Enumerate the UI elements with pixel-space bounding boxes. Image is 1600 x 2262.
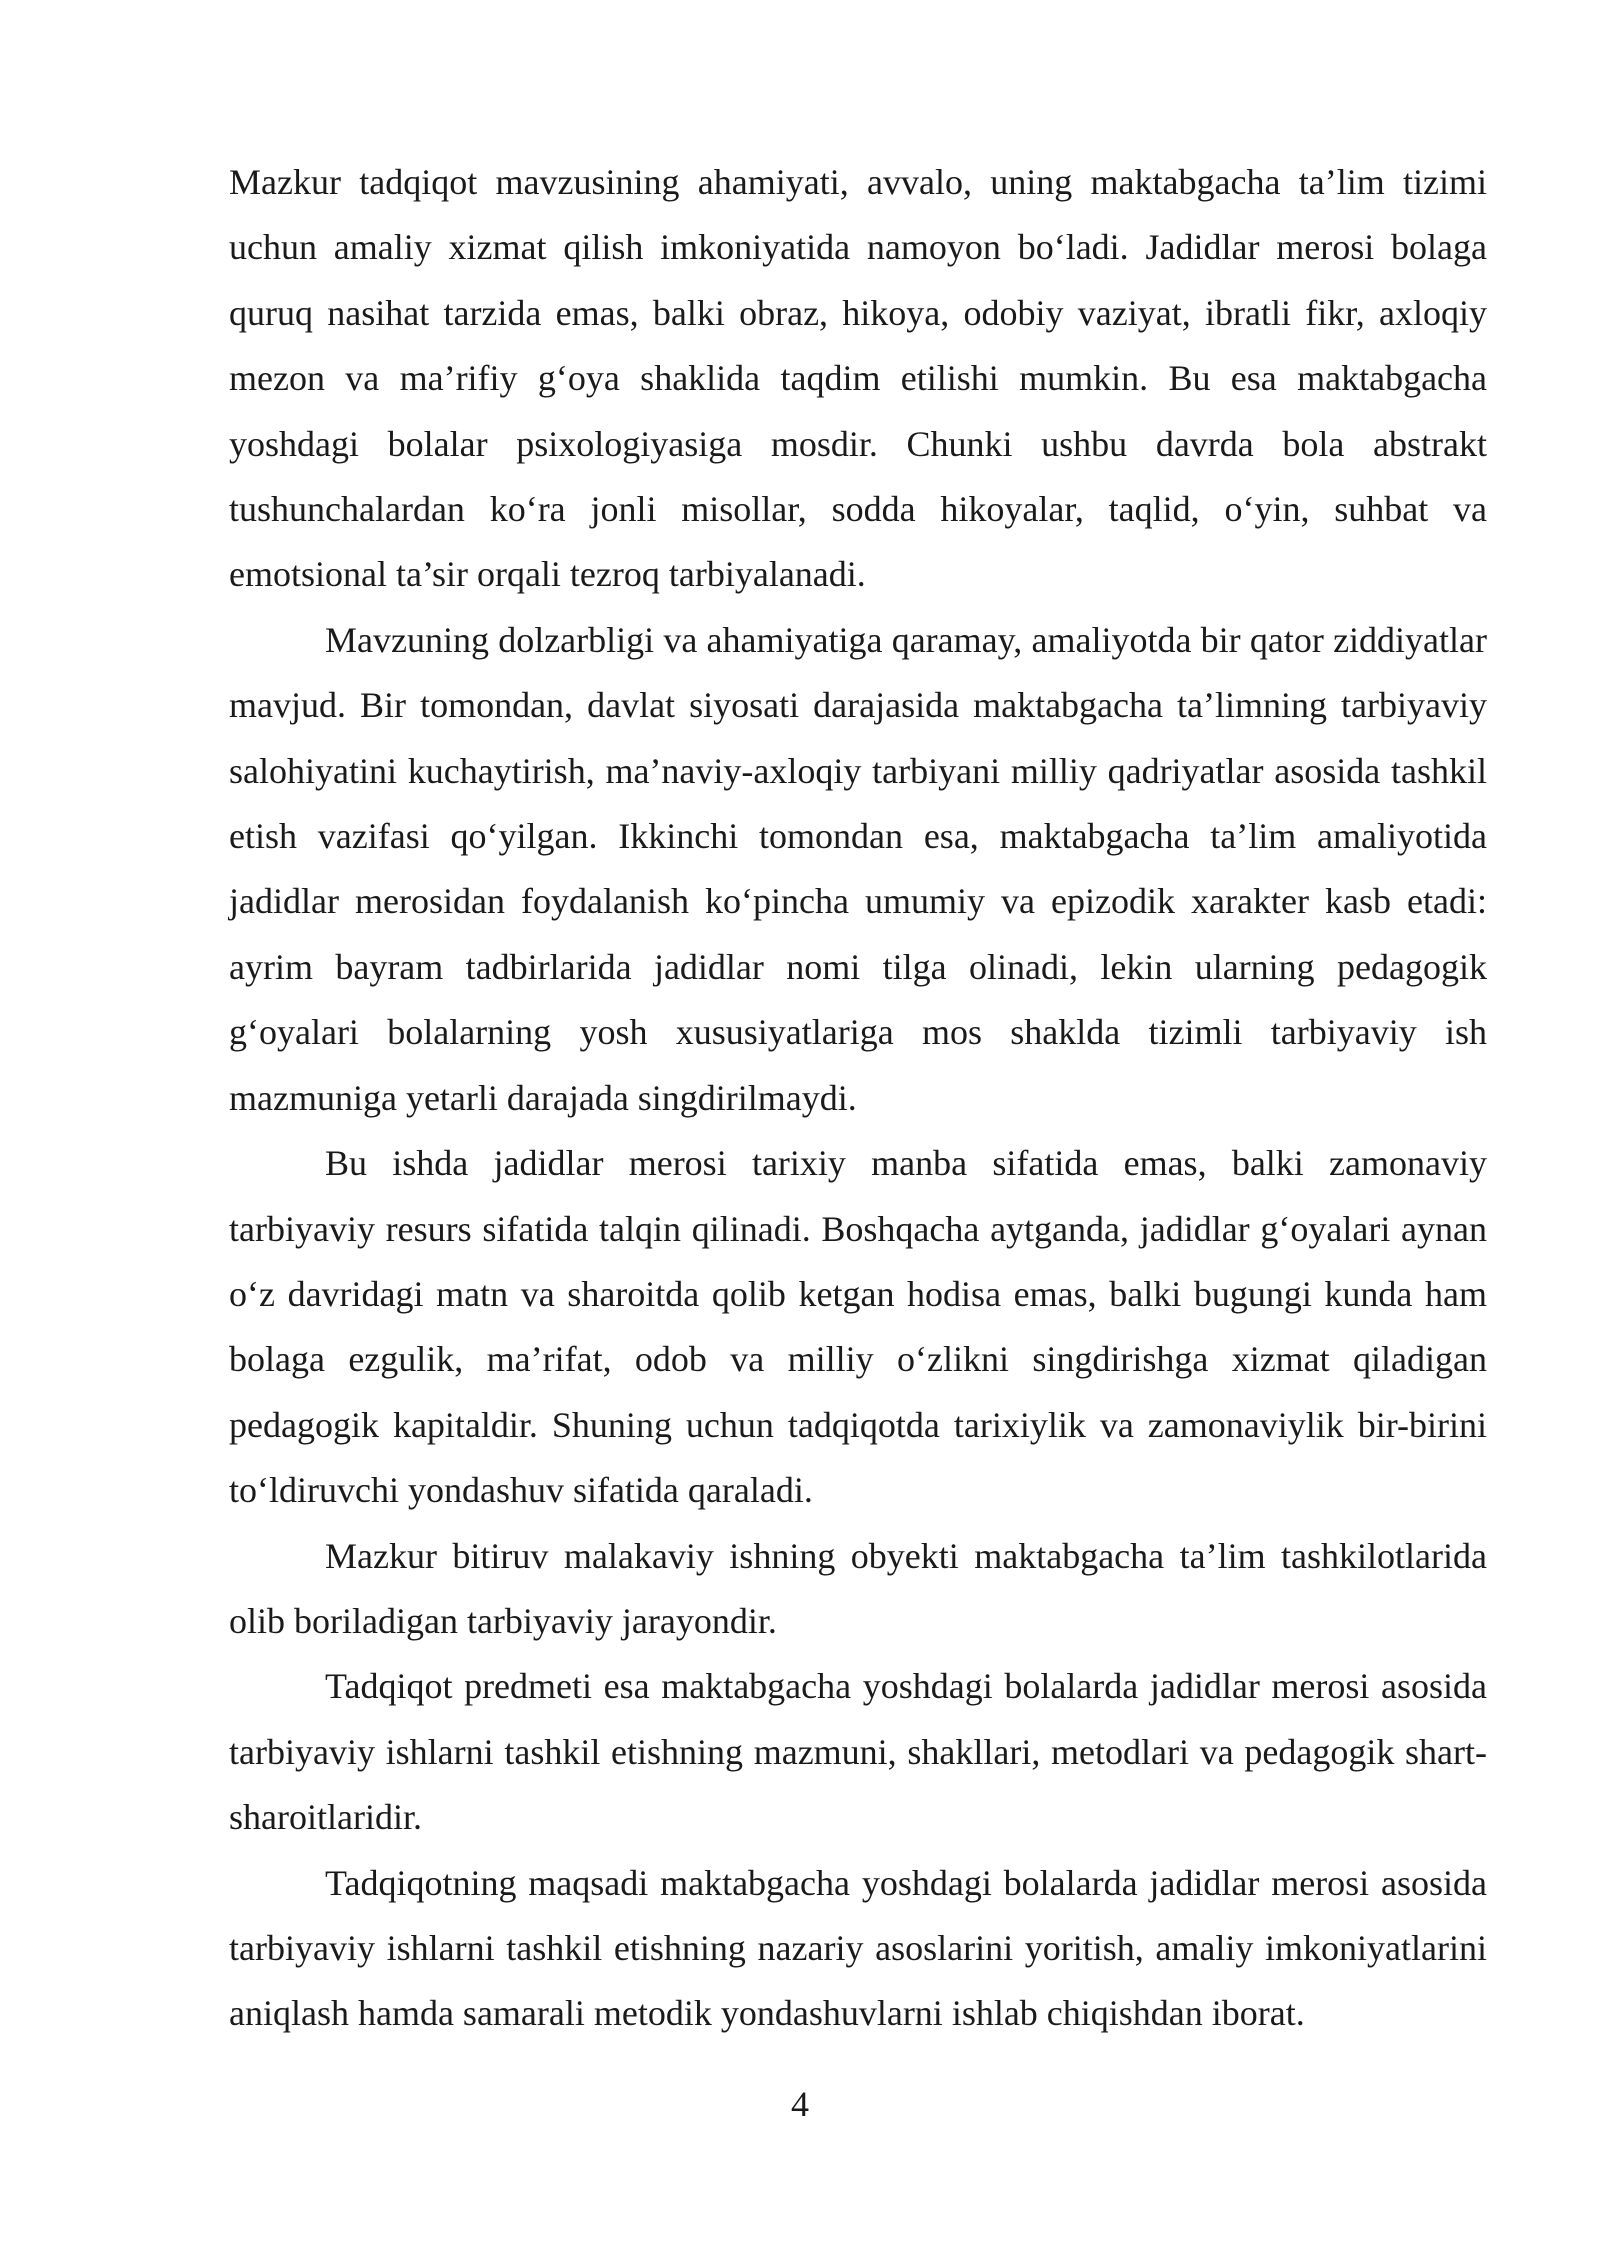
paragraph-research-object: Mazkur bitiruv malakaviy ishning obyekti maktabgacha ta’lim tashkilotlarida olib boriladigan tarbiyaviy jarayondir. xyxy=(229,1535,1487,1641)
body-text xyxy=(229,150,1487,2047)
paragraph-significance: Mazkur tadqiqot mavzusining ahamiyati, avvalo, uning maktabgacha ta’lim tizimi uchun amaliy xizmat qilish imkoniyatida namoyon bo‘ladi. Jadidlar merosi bolaga quruq nasihat tarzida emas, balki obraz, hikoya, odobiy vaziyat, ibratli fikr, axloqiy mezon va ma’rifiy g‘oya shaklida taqdim etilishi mumkin. Bu esa maktabgacha yoshdagi bolalar psixologiyasiga mosdir. Chunki ushbu davrda bola abstrakt tushunchalardan ko‘ra jonli misollar, sodda hikoyalar, taqlid, o‘yin, suhbat va emotsional ta’sir orqali tezroq tarbiyalanadi. xyxy=(229,162,1487,595)
paragraph-interpretation: Bu ishda jadidlar merosi tarixiy manba sifatida emas, balki zamonaviy tarbiyaviy resurs sifatida talqin qilinadi. Boshqacha aytganda, jadidlar g‘oyalari aynan o‘z davridagi matn va sharoitda qolib ketgan hodisa emas, balki bugungi kunda ham bolaga ezgulik, ma’rifat, odob va milliy o‘zlikni singdirishga xizmat qiladigan pedagogik kapitaldir. Shuning uchun tadqiqotda tarixiylik va zamonaviylik bir-birini to‘ldiruvchi yondashuv sifatida qaraladi. xyxy=(229,1143,1487,1511)
page-number: 4 xyxy=(791,2084,809,2124)
paragraph-research-goal: Tadqiqotning maqsadi maktabgacha yoshdagi bolalarda jadidlar merosi asosida tarbiyaviy ishlarni tashkil etishning nazariy asoslarini yoritish, amaliy imkoniyatlarini aniqlash hamda samarali metodik yondashuvlarni ishlab chiqishdan iborat. xyxy=(229,1862,1487,2034)
paragraph-research-subject: Tadqiqot predmeti esa maktabgacha yoshdagi bolalarda jadidlar merosi asosida tarbiyaviy ishlarni tashkil etishning mazmuni, shakllari, metodlari va pedagogik shart-sharoitlaridir. xyxy=(229,1666,1487,1838)
paragraph-contradictions: Mavzuning dolzarbligi va ahamiyatiga qaramay, amaliyotda bir qator ziddiyatlar mavjud. Bir tomondan, davlat siyosati darajasida maktabgacha ta’limning tarbiyaviy salohiyatini kuchaytirish, ma’naviy-axloqiy tarbiyani milliy qadriyatlar asosida tashkil etish vazifasi qo‘yilgan. Ikkinchi tomondan esa, maktabgacha ta’lim amaliyotida jadidlar merosidan foydalanish ko‘pincha umumiy va epizodik xarakter kasb etadi: ayrim bayram tadbirlarida jadidlar nomi tilga olinadi, lekin ularning pedagogik g‘oyalari bolalarning yosh xususiyatlariga mos shaklda tizimli tarbiyaviy ish mazmuniga yetarli darajada singdirilmaydi. xyxy=(229,619,1487,1118)
